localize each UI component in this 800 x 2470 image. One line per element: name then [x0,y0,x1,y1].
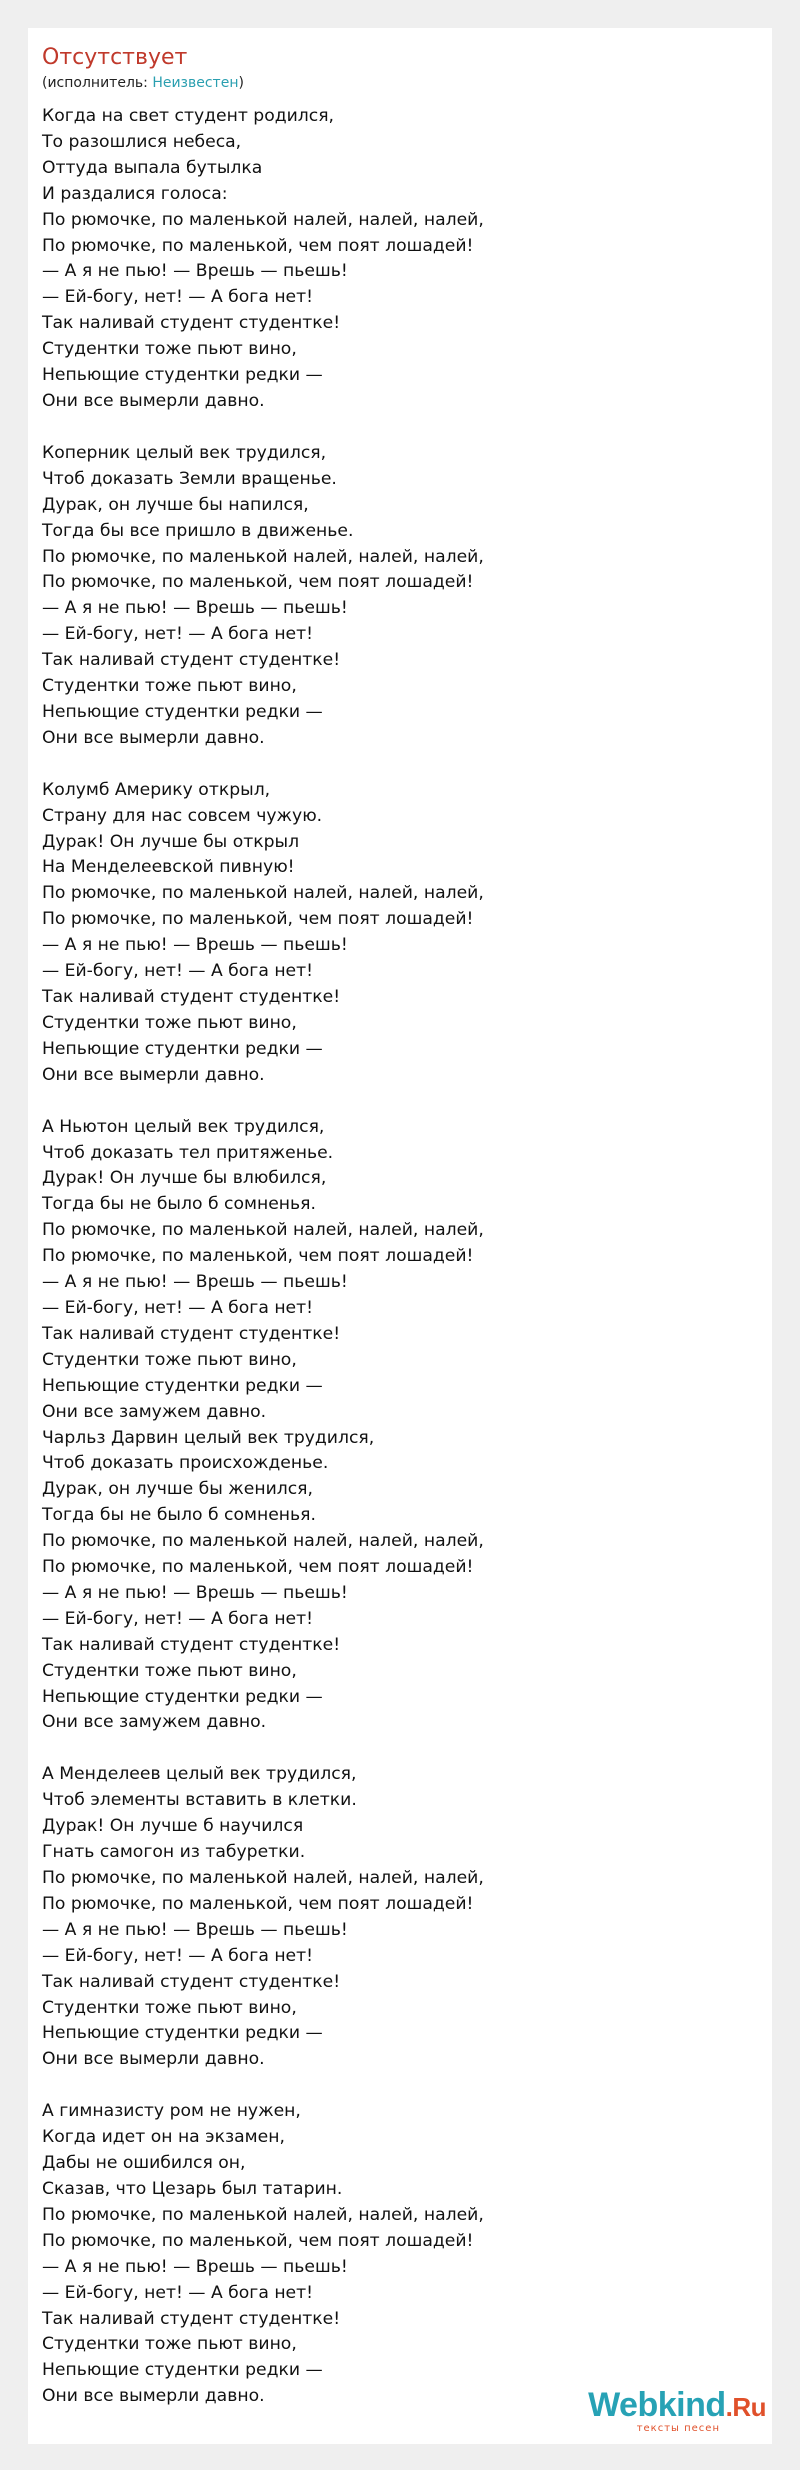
lyric-line: Студентки тоже пьют вино, [42,339,297,360]
lyric-line: — А я не пью! — Врешь — пьешь! [42,1272,348,1293]
logo-tagline: тексты песен [636,2423,720,2434]
lyric-line: Студентки тоже пьют вино, [42,676,297,697]
lyric-line: Тогда бы все пришло в движенье. [42,520,354,541]
lyric-line: Так наливай студент студентке! [42,2308,341,2329]
lyric-line: Тогда бы не было б сомненья. [42,1194,316,1215]
lyric-line: Непьющие студентки редки — [42,2023,323,2044]
lyric-line: Чтоб элементы вставить в клетки. [42,1790,357,1811]
lyric-line: Так наливай студент студентке! [42,650,341,671]
lyric-line: А гимназисту ром не нужен, [42,2101,301,2122]
lyric-line: — Ей-богу, нет! — А бога нет! [42,2282,314,2303]
lyric-line: — Ей-богу, нет! — А бога нет! [42,287,314,308]
artist-prefix: (исполнитель: [42,75,153,91]
lyric-line: Они все вымерли давно. [42,2049,265,2070]
lyric-line: — А я не пью! — Врешь — пьешь! [42,261,348,282]
lyric-line: По рюмочке, по маленькой, чем поят лошадей! [42,2230,474,2251]
webkind-logo[interactable] [588,2387,766,2434]
lyric-line: По рюмочке, по маленькой, чем поят лошадей! [42,235,474,256]
song-title: Отсутствует [42,45,188,70]
lyric-line: Они все вымерли давно. [42,727,265,748]
lyric-line: Студентки тоже пьют вино, [42,2334,297,2355]
lyric-line: Студентки тоже пьют вино, [42,1349,297,1370]
lyrics-card [28,28,772,2444]
lyric-line: Так наливай студент студентке! [42,313,341,334]
lyric-line: По рюмочке, по маленькой, чем поят лошадей! [42,572,474,593]
lyric-line: Студентки тоже пьют вино, [42,1660,297,1681]
lyric-line: Они все вымерли давно. [42,2386,265,2407]
lyric-line: Они все вымерли давно. [42,1064,265,1085]
lyric-line: Непьющие студентки редки — [42,1375,323,1396]
lyric-line: Чтоб доказать происхожденье. [42,1453,329,1474]
stanza [42,441,758,752]
lyric-line: — А я не пью! — Врешь — пьешь! [42,1919,348,1940]
lyric-line: — А я не пью! — Врешь — пьешь! [42,1582,348,1603]
lyric-line: Они все замужем давно. [42,1712,267,1733]
lyrics-body [42,104,758,2410]
lyric-line: Они все вымерли давно. [42,390,265,411]
lyric-line: По рюмочке, по маленькой налей, налей, налей, [42,1531,484,1552]
artist-suffix: ) [238,75,244,91]
lyric-line: По рюмочке, по маленькой, чем поят лошадей! [42,1893,474,1914]
stanza [42,2099,758,2410]
lyric-line: Оттуда выпала бутылка [42,157,263,178]
lyric-line: На Менделеевской пивную! [42,857,295,878]
lyric-line: Непьющие студентки редки — [42,365,323,386]
lyric-line: Студентки тоже пьют вино, [42,1997,297,2018]
artist-line [42,74,758,92]
lyric-line: По рюмочке, по маленькой налей, налей, налей, [42,546,484,567]
lyric-line: А Ньютон целый век трудился, [42,1116,325,1137]
lyric-line: Чарльз Дарвин целый век трудился, [42,1427,375,1448]
lyric-line: — А я не пью! — Врешь — пьешь! [42,2256,348,2277]
lyric-line: Страну для нас совсем чужую. [42,805,323,826]
lyric-line: По рюмочке, по маленькой налей, налей, налей, [42,1868,484,1888]
lyric-line: Студентки тоже пьют вино, [42,1012,297,1033]
lyric-line: — Ей-богу, нет! — А бога нет! [42,961,314,982]
lyric-line: То разошлися небеса, [42,131,242,152]
stanza [42,104,758,415]
lyric-line: Непьющие студентки редки — [42,701,323,722]
lyric-line: По рюмочке, по маленькой, чем поят лошадей! [42,1246,474,1267]
lyric-line: — Ей-богу, нет! — А бога нет! [42,1945,314,1966]
lyric-line: По рюмочке, по маленькой налей, налей, налей, [42,883,484,904]
lyric-line: Гнать самогон из табуретки. [42,1842,306,1863]
lyric-line: Непьющие студентки редки — [42,1038,323,1059]
lyric-line: По рюмочке, по маленькой налей, налей, налей, [42,2204,484,2225]
lyric-line: — Ей-богу, нет! — А бога нет! [42,624,314,645]
lyric-line: Дабы не ошибился он, [42,2153,246,2174]
logo-wordmark [588,2386,766,2424]
lyric-line: Так наливай студент студентке! [42,1971,341,1992]
lyric-line: Чтоб доказать Земли вращенье. [42,468,337,489]
lyric-line: Дурак! Он лучше бы открыл [42,831,300,852]
lyric-line: Коперник целый век трудился, [42,442,327,463]
lyric-line: Когда на свет студент родился, [42,106,335,126]
lyric-line: И раздалися голоса: [42,183,228,204]
stanza [42,778,758,1089]
lyric-line: По рюмочке, по маленькой, чем поят лошадей! [42,909,474,930]
lyric-line: Так наливай студент студентке! [42,1634,341,1655]
logo-domain-text: .Ru [725,2392,766,2422]
lyric-line: Дурак, он лучше бы напился, [42,494,309,515]
lyric-line: Сказав, что Цезарь был татарин. [42,2178,343,2199]
lyric-line: По рюмочке, по маленькой налей, налей, налей, [42,1220,484,1241]
lyric-line: По рюмочке, по маленькой, чем поят лошадей! [42,1557,474,1578]
lyric-line: — А я не пью! — Врешь — пьешь! [42,598,348,619]
lyric-line: Тогда бы не было б сомненья. [42,1505,316,1526]
lyric-line: Чтоб доказать тел притяженье. [42,1142,334,1163]
lyric-line: А Менделеев целый век трудился, [42,1764,357,1785]
logo-main-text: Webkind [588,2386,726,2424]
lyric-line: Дурак! Он лучше бы влюбился, [42,1168,327,1189]
lyric-line: Непьющие студентки редки — [42,2360,323,2381]
lyric-line: — Ей-богу, нет! — А бога нет! [42,1297,314,1318]
lyric-line: Они все замужем давно. [42,1401,267,1422]
lyric-line: Колумб Америку открыл, [42,779,271,800]
lyric-line: Когда идет он на экзамен, [42,2127,285,2148]
lyric-line: По рюмочке, по маленькой налей, налей, налей, [42,209,484,230]
artist-link[interactable]: Неизвестен [152,75,239,91]
lyric-line: Непьющие студентки редки — [42,1686,323,1707]
lyric-line: Так наливай студент студентке! [42,987,341,1007]
stanza [42,1115,758,1737]
lyric-line: Дурак! Он лучше б научился [42,1816,304,1837]
lyric-line: Так наливай студент студентке! [42,1323,341,1344]
stanza [42,1762,758,2073]
lyric-line: Дурак, он лучше бы женился, [42,1479,313,1500]
lyric-line: — А я не пью! — Врешь — пьешь! [42,935,348,956]
lyric-line: — Ей-богу, нет! — А бога нет! [42,1608,314,1629]
